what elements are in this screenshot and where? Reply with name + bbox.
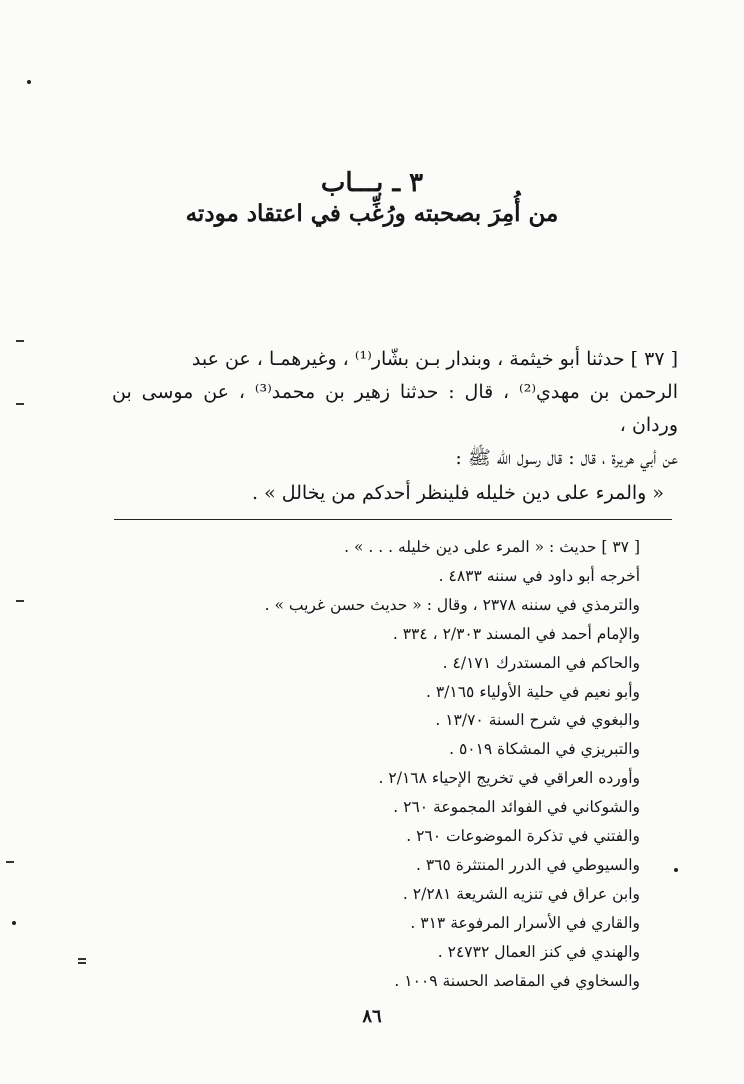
scan-speck <box>674 868 678 872</box>
footnote-line: والسخاوي في المقاصد الحسنة ١٠٠٩ . <box>394 971 640 990</box>
isnad-line: [ ٣٧ ] حدثنا أبو خيثمة ، وبندار بـن بشّار⁽¹⁾ ، وغيرهمـا ، عن عبد <box>191 348 678 370</box>
scan-speck <box>16 340 24 342</box>
footnote-line: وأورده العراقي في تخريج الإحياء ٢/١٦٨ . <box>378 769 640 788</box>
footnote-line: والقاري في الأسرار المرفوعة ٣١٣ . <box>410 913 640 932</box>
footnote-line: والترمذي في سننه ٢٣٧٨ ، وقال : « حديث حسن غريب » . <box>264 595 640 614</box>
footnote-line: والهندي في كنز العمال ٢٤٧٣٢ . <box>437 942 640 961</box>
footnote-line: والسيوطي في الدرر المنتثرة ٣٦٥ . <box>416 855 640 874</box>
footnote-line: والإمام أحمد في المسند ٢/٣٠٣ ، ٣٣٤ . <box>392 624 640 643</box>
footnote-line: والشوكاني في الفوائد المجموعة ٢٦٠ . <box>393 798 640 817</box>
scan-speck <box>16 403 24 405</box>
chapter-title: من أُمِرَ بصحبته ورُغِّب في اعتقاد مودته <box>185 200 559 227</box>
chapter-number: ٣ ـ بـــاب <box>320 168 424 198</box>
footnote-line: والحاكم في المستدرك ٤/١٧١ . <box>442 653 640 672</box>
scan-speck <box>78 962 86 964</box>
footnote-line: والتبريزي في المشكاة ٥٠١٩ . <box>449 740 640 759</box>
isnad-line: الرحمن بن مهدي⁽²⁾ ، قال : حدثنا زهير بن محمد⁽³⁾ ، عن موسى بن وردان ، <box>112 381 678 436</box>
footnotes-block <box>200 533 640 996</box>
footnote-line: والفتني في تذكرة الموضوعات ٢٦٠ . <box>406 827 640 846</box>
hadith-matn: « والمرء على دين خليله فلينظر أحدكم من يخالل » . <box>251 482 664 504</box>
footnote-heading: [ ٣٧ ] حديث : « المرء على دين خليله . . . » . <box>344 538 640 556</box>
hadith-text-block <box>112 343 678 510</box>
footnote-line: وأبو نعيم في حلية الأولياء ٣/١٦٥ . <box>426 682 640 701</box>
footnote-line: وابن عراق في تنزيه الشريعة ٢/٢٨١ . <box>402 884 640 903</box>
scan-speck <box>6 861 14 863</box>
scan-speck <box>27 80 31 84</box>
scan-speck <box>78 958 86 960</box>
page-number: ٨٦ <box>362 1006 382 1027</box>
footnote-line: والبغوي في شرح السنة ١٣/٧٠ . <box>435 711 640 730</box>
scan-speck <box>12 921 16 925</box>
isnad-line: عن أبي هريرة ، قال : قال رسول الله ﷺ : <box>455 447 678 469</box>
footnote-separator <box>114 519 672 520</box>
footnote-line: أخرجه أبو داود في سننه ٤٨٣٣ . <box>438 566 640 585</box>
scan-speck <box>16 600 24 602</box>
